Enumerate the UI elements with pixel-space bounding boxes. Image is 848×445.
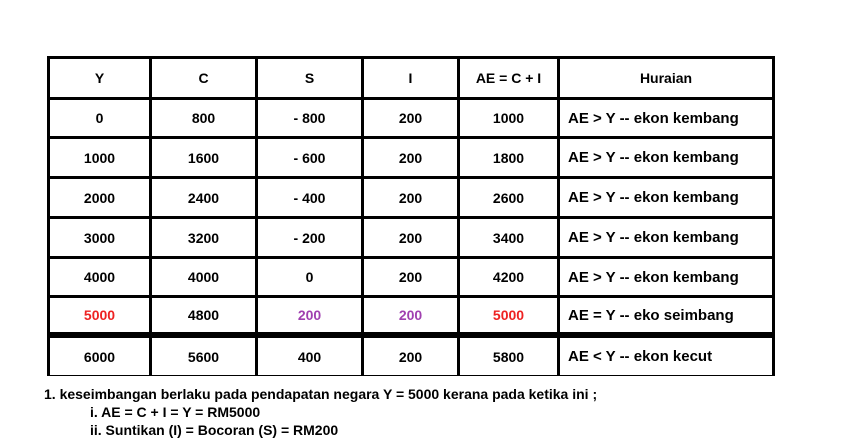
cell-y: 3000 [47, 216, 150, 257]
header-c: C [149, 56, 256, 98]
cell-i: 200 [361, 295, 458, 335]
cell-huraian: AE > Y -- ekon kembang [557, 136, 775, 177]
cell-y: 5000 [47, 295, 150, 335]
header-ae: AE = C + I [457, 56, 558, 98]
cell-ae: 5000 [457, 295, 558, 335]
cell-huraian: AE > Y -- ekon kembang [557, 97, 775, 137]
cell-c: 3200 [149, 216, 256, 257]
cell-s: 0 [255, 256, 362, 296]
cell-huraian: AE > Y -- ekon kembang [557, 176, 775, 217]
cell-ae: 3400 [457, 216, 558, 257]
cell-y: 6000 [47, 335, 150, 376]
cell-ae: 5800 [457, 335, 558, 376]
cell-s: - 800 [255, 97, 362, 137]
header-huraian: Huraian [557, 56, 775, 98]
cell-huraian: AE > Y -- ekon kembang [557, 216, 775, 257]
cell-i: 200 [361, 216, 458, 257]
cell-y: 4000 [47, 256, 150, 296]
cell-i: 200 [361, 176, 458, 217]
cell-c: 1600 [149, 136, 256, 177]
cell-ae: 1000 [457, 97, 558, 137]
cell-i: 200 [361, 256, 458, 296]
cell-c: 800 [149, 97, 256, 137]
cell-s: - 400 [255, 176, 362, 217]
cell-y: 2000 [47, 176, 150, 217]
cell-ae: 2600 [457, 176, 558, 217]
cell-c: 2400 [149, 176, 256, 217]
notes-section [44, 385, 597, 439]
cell-huraian: AE < Y -- ekon kecut [557, 335, 775, 376]
cell-c: 5600 [149, 335, 256, 376]
cell-c: 4800 [149, 295, 256, 335]
cell-s: - 600 [255, 136, 362, 177]
header-y: Y [47, 56, 150, 98]
cell-y: 0 [47, 97, 150, 137]
cell-i: 200 [361, 97, 458, 137]
cell-c: 4000 [149, 256, 256, 296]
cell-i: 200 [361, 335, 458, 376]
cell-y: 1000 [47, 136, 150, 177]
cell-s: 200 [255, 295, 362, 335]
cell-s: 400 [255, 335, 362, 376]
equilibrium-table [47, 56, 775, 375]
cell-i: 200 [361, 136, 458, 177]
cell-huraian: AE > Y -- ekon kembang [557, 256, 775, 296]
note-line-3: ii. Suntikan (I) = Bocoran (S) = RM200 [90, 422, 339, 438]
cell-ae: 4200 [457, 256, 558, 296]
header-s: S [255, 56, 362, 98]
header-i: I [361, 56, 458, 98]
cell-huraian: AE = Y -- eko seimbang [557, 295, 775, 335]
note-line-1: 1. keseimbangan berlaku pada pendapatan negara Y = 5000 kerana pada ketika ini ; [44, 386, 598, 402]
cell-ae: 1800 [457, 136, 558, 177]
cell-s: - 200 [255, 216, 362, 257]
note-line-2: i. AE = C + I = Y = RM5000 [90, 404, 261, 420]
